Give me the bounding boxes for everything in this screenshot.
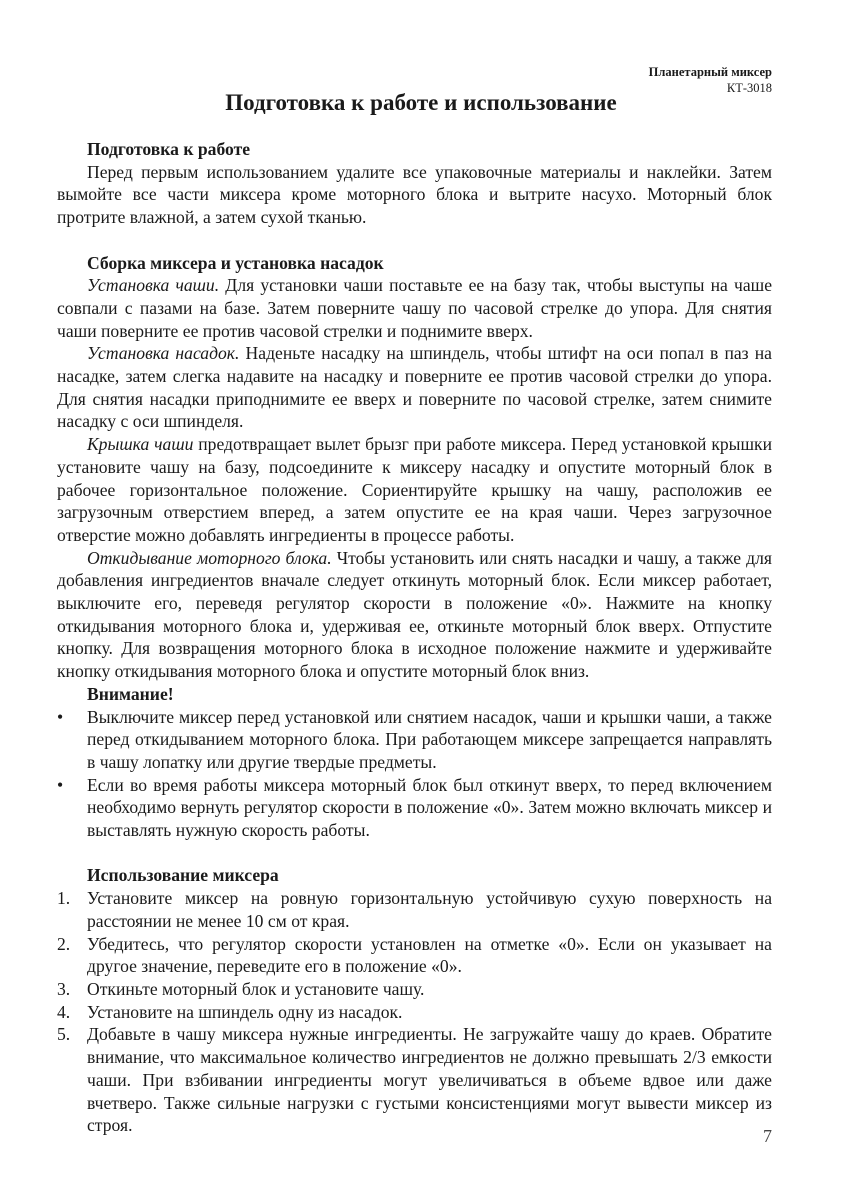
bullet-marker: • [57,706,64,727]
warning-item [57,774,772,842]
warning-list [57,706,772,842]
page-title: Подготовка к работе и использование [225,90,617,115]
step-number: 1. [57,888,71,909]
tilt-label: Откидывание моторного блока. [87,547,332,568]
header-model: КТ-3018 [726,81,772,95]
warning-item-text: Если во время работы миксера моторный блок был откинут вверх, то перед включением необходимо вернуть регулятор скорости в положение «0». Затем можно включать миксер и выставлять нужную скорость работы. [87,774,772,841]
bullet-marker: • [57,774,64,795]
lid-label: Крышка чаши [87,434,194,455]
attachment-label: Установка насадок. [87,343,240,364]
step-item [57,887,772,932]
section-heading-assembly: Сборка миксера и установка насадок [87,252,384,273]
step-text: Установите на шпиндель одну из насадок. [87,1001,403,1022]
bowl-label: Установка чаши. [87,275,220,296]
header-product: Планетарный миксер [648,65,772,79]
section-heading-prep: Подготовка к работе [87,139,251,159]
lid-paragraph [57,433,772,547]
step-text: Установите миксер на ровную горизонтальную устойчивую сухую поверхность на расстоянии не менее 10 см от края. [87,888,772,931]
tilt-paragraph [57,547,772,683]
step-number: 5. [57,1024,71,1045]
step-text: Убедитесь, что регулятор скорости установлен на отметке «0». Если он указывает на другое значение, переведите его в положение «0». [87,933,772,977]
attachment-text: Наденьте насадку на шпиндель, чтобы штифт на оси попал в паз на насадке, затем слегка надавите на насадку и поверните ее против часовой стрелки до упора. Для снятия насадки приподнимите ее вверх и поверните по часовой стрелке, затем снимите насадку с оси шпинделя. [57,343,772,432]
step-number: 4. [57,1001,71,1022]
step-text: Откиньте моторный блок и установите чашу. [87,978,425,999]
document-body [57,138,772,1137]
step-text: Добавьте в чашу миксера нужные ингредиенты. Не загружайте чашу до краев. Обратите внимание, что максимальное количество ингредиентов не должно превышать 2/3 емкости чаши. При взбивании ингредиенты могут увеличиваться в объеме вдвое или даже вчетверо. Также сильные нагрузки с густыми консистенциями могут вывести миксер из строя. [87,1024,772,1136]
warning-item [57,706,772,774]
bowl-paragraph [57,274,772,342]
warning-heading: Внимание! [87,683,174,704]
tilt-text: Чтобы установить или снять насадки и чашу, а также для добавления ингредиентов вначале следует откинуть моторный блок. Если миксер работает, выключите его, переведя регулятор скорости в положение «0». Нажмите на кнопку откидывания моторного блока и, удерживая ее, откиньте моторный блок вверх. Отпустите кнопку. Для возвращения моторного блока в исходное положение нажмите и удерживайте кнопку откидывания моторного блока и опустите моторный блок вниз. [57,547,772,682]
step-item [57,933,772,978]
lid-text: предотвращает вылет брызг при работе миксера. Перед установкой крышки установите чашу на базу, подсоедините к миксеру насадку и опустите моторный блок в рабочее горизонтальное положение. Сориентируйте крышку на чашу, расположив ее загрузочным отверстием вперед, а затем опустите ее на края чаши. Через загрузочное отверстие можно добавлять ингредиенты в процессе работы. [57,434,773,545]
section-spacer [57,229,772,252]
step-number: 3. [57,978,71,999]
section-heading-usage: Использование миксера [87,865,279,886]
bowl-text: Для установки чаши поставьте ее на базу так, чтобы выступы на чаше совпали с пазами на базе. Затем поверните чашу по часовой стрелке до упора. Для снятия чаши поверните ее против часовой стрелки и поднимите вверх. [57,275,772,341]
warning-item-text: Выключите миксер перед установкой или снятием насадок, чаши и крышки чаши, а также перед откидыванием моторного блока. При работающем миксере запрещается направлять в чашу лопатку или другие твердые предметы. [87,706,772,772]
prep-paragraph: Перед первым использованием удалите все упаковочные материалы и наклейки. Затем вымойте все части миксера кроме моторного блока и вытрите насухо. Моторный блок протрите влажной, а затем сухой тканью. [57,161,772,228]
step-item [57,1001,772,1024]
usage-steps [57,887,772,1137]
section-spacer [57,842,772,865]
step-item [57,1023,772,1137]
step-number: 2. [57,933,71,954]
step-item [57,978,772,1001]
attachment-paragraph [57,342,772,433]
page-number: 7 [763,1126,772,1146]
